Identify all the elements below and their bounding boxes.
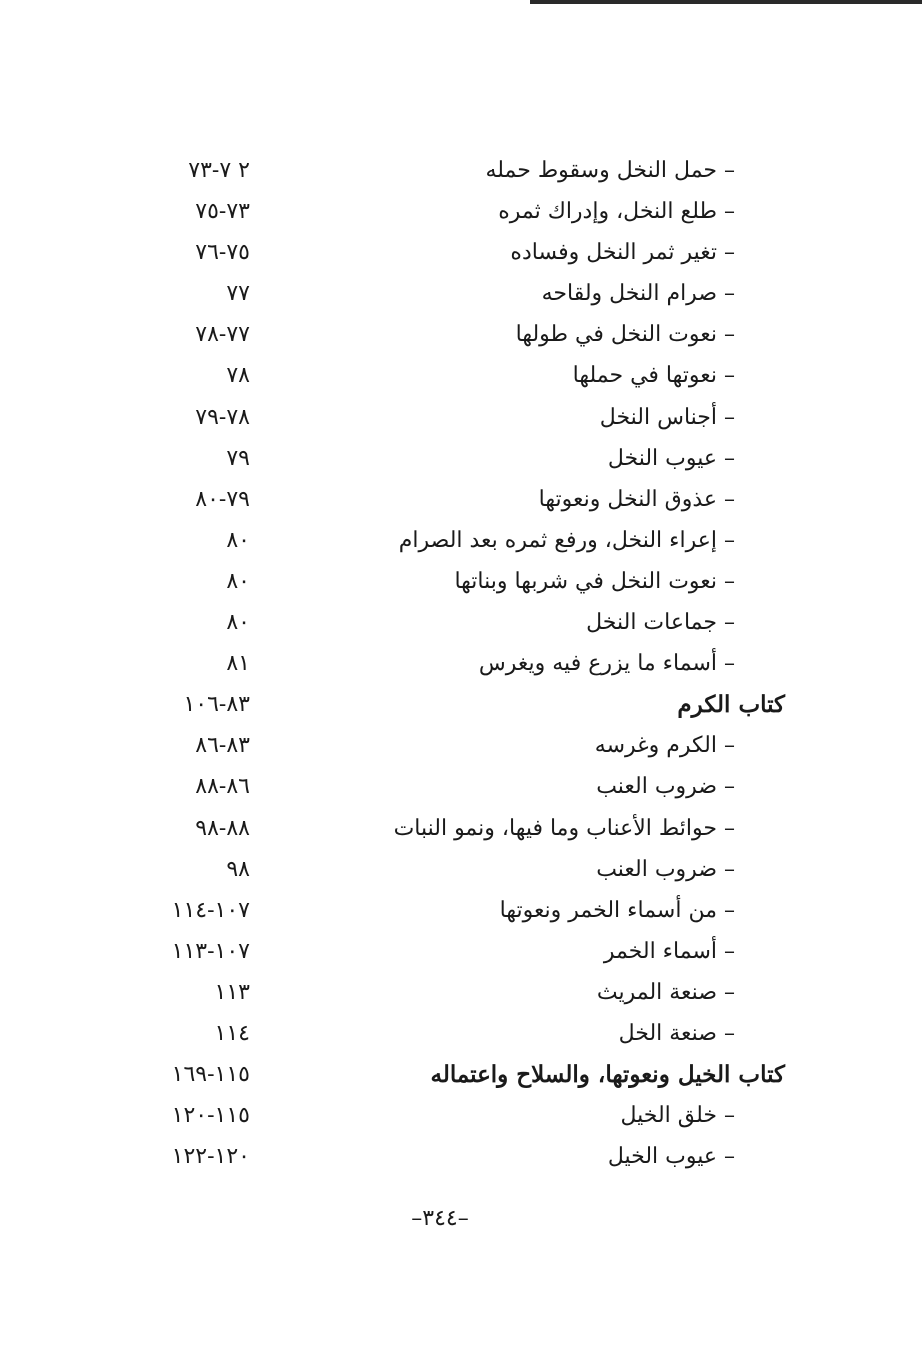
toc-row bbox=[120, 766, 785, 807]
toc-row bbox=[120, 479, 785, 520]
toc-title: – ضروب العنب bbox=[596, 774, 735, 800]
toc-row bbox=[120, 602, 785, 643]
toc-pages: ٢ ٧-٧٣ bbox=[188, 158, 250, 183]
toc-title: – نعوت النخل في شربها وبناتها bbox=[454, 568, 735, 594]
toc-pages: ١١٥-١٢٠ bbox=[171, 1103, 250, 1129]
toc-pages: ٧٧ bbox=[226, 281, 250, 307]
table-of-contents bbox=[120, 150, 785, 1177]
toc-title: – خلق الخيل bbox=[620, 1103, 735, 1129]
toc-row bbox=[120, 890, 785, 931]
toc-row bbox=[120, 643, 785, 684]
toc-pages: ٧٧-٧٨ bbox=[195, 322, 250, 348]
toc-row bbox=[120, 438, 785, 479]
toc-row bbox=[120, 314, 785, 355]
toc-row bbox=[120, 520, 785, 561]
toc-title: – ضروب العنب bbox=[596, 856, 735, 882]
toc-title: – جماعات النخل bbox=[586, 610, 735, 636]
toc-pages: ٨٦-٨٨ bbox=[195, 774, 250, 800]
toc-pages: ٧٩-٨٠ bbox=[195, 486, 250, 512]
toc-chapter-row bbox=[120, 684, 785, 725]
toc-row bbox=[120, 273, 785, 314]
toc-chapter-row bbox=[120, 1054, 785, 1095]
toc-title: – نعوت النخل في طولها bbox=[515, 322, 735, 348]
toc-title: – عذوق النخل ونعوتها bbox=[538, 486, 735, 512]
toc-pages: ٨٣-٨٦ bbox=[195, 733, 250, 759]
toc-row bbox=[120, 1013, 785, 1054]
toc-pages: ٧٩ bbox=[226, 445, 250, 471]
toc-title: – صنعة المريث bbox=[596, 979, 735, 1005]
toc-row bbox=[120, 397, 785, 438]
toc-pages: ١٢٠-١٢٢ bbox=[171, 1144, 250, 1170]
toc-row bbox=[120, 1136, 785, 1177]
toc-title: – نعوتها في حملها bbox=[572, 363, 735, 389]
toc-pages: ٨٣-١٠٦ bbox=[183, 692, 250, 718]
toc-pages: ١٠٧-١١٤ bbox=[171, 897, 250, 923]
toc-title: – صرام النخل ولقاحه bbox=[541, 281, 735, 307]
toc-title: – عيوب النخل bbox=[607, 445, 735, 471]
toc-row bbox=[120, 561, 785, 602]
toc-pages: ٨٠ bbox=[226, 568, 250, 594]
toc-title: – أسماء الخمر bbox=[603, 938, 735, 964]
toc-row bbox=[120, 808, 785, 849]
toc-title: – عيوب الخيل bbox=[607, 1144, 735, 1170]
toc-title: – أسماء ما يزرع فيه ويغرس bbox=[478, 651, 735, 677]
toc-title: – أجناس النخل bbox=[599, 404, 735, 430]
toc-pages: ١٠٧-١١٣ bbox=[171, 938, 250, 964]
toc-title: – صنعة الخل bbox=[618, 1020, 735, 1046]
toc-pages: ٧٥-٧٦ bbox=[195, 240, 250, 266]
toc-row bbox=[120, 1095, 785, 1136]
toc-pages: ٧٨ bbox=[226, 363, 250, 389]
toc-row bbox=[120, 150, 785, 191]
toc-row bbox=[120, 931, 785, 972]
toc-row bbox=[120, 972, 785, 1013]
page-number-text: –٣٤٤– bbox=[411, 1206, 469, 1231]
toc-row bbox=[120, 232, 785, 273]
toc-pages: ١١٣ bbox=[214, 979, 250, 1005]
toc-title: – تغير ثمر النخل وفساده bbox=[510, 240, 735, 266]
toc-pages: ٩٨ bbox=[226, 856, 250, 882]
toc-pages: ٧٣-٧٥ bbox=[195, 199, 250, 225]
toc-pages: ٨٨-٩٨ bbox=[195, 815, 250, 841]
chapter-heading: كتاب الخيل ونعوتها، والسلاح واعتماله bbox=[430, 1061, 785, 1089]
toc-pages: ٨٠ bbox=[226, 610, 250, 636]
toc-title: – حمل النخل وسقوط حمله bbox=[485, 158, 735, 183]
toc-title: – حوائط الأعناب وما فيها، ونمو النبات bbox=[393, 815, 735, 841]
top-rule bbox=[530, 0, 922, 4]
toc-pages: ١١٤ bbox=[214, 1020, 250, 1046]
toc-row bbox=[120, 355, 785, 396]
chapter-heading: كتاب الكرم bbox=[677, 691, 785, 719]
toc-title: – طلع النخل، وإدراك ثمره bbox=[498, 199, 735, 225]
toc-title: – من أسماء الخمر ونعوتها bbox=[499, 897, 735, 923]
toc-row bbox=[120, 725, 785, 766]
toc-row bbox=[120, 849, 785, 890]
toc-pages: ٨١ bbox=[226, 651, 250, 677]
toc-title: – إعراء النخل، ورفع ثمره بعد الصرام bbox=[398, 527, 735, 553]
toc-title: – الكرم وغرسه bbox=[594, 733, 735, 759]
toc-row bbox=[120, 191, 785, 232]
toc-pages: ١١٥-١٦٩ bbox=[171, 1062, 250, 1088]
toc-pages: ٧٨-٧٩ bbox=[195, 404, 250, 430]
page-number bbox=[0, 1206, 880, 1231]
toc-pages: ٨٠ bbox=[226, 527, 250, 553]
